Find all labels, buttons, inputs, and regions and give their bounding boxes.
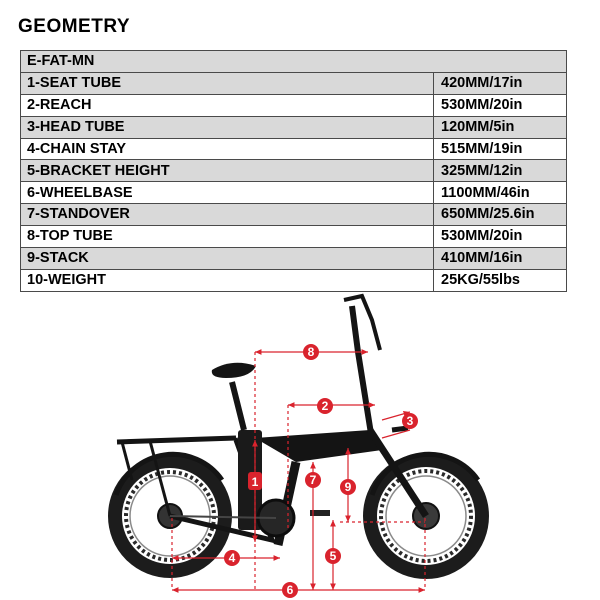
spec-label: 8-TOP TUBE bbox=[21, 226, 434, 248]
spec-label: 5-BRACKET HEIGHT bbox=[21, 160, 434, 182]
spec-value: 410MM/16in bbox=[434, 248, 567, 270]
table-row bbox=[21, 94, 567, 116]
svg-text:5: 5 bbox=[329, 549, 337, 563]
spec-value: 25KG/55lbs bbox=[434, 269, 567, 291]
spec-label: 9-STACK bbox=[21, 248, 434, 270]
marker-5 bbox=[325, 548, 341, 564]
svg-text:2: 2 bbox=[321, 399, 329, 413]
svg-text:1: 1 bbox=[251, 475, 259, 489]
spec-label: 7-STANDOVER bbox=[21, 204, 434, 226]
table-row bbox=[21, 269, 567, 291]
marker-6 bbox=[282, 582, 298, 598]
spec-label: 3-HEAD TUBE bbox=[21, 116, 434, 138]
spec-value: 650MM/25.6in bbox=[434, 204, 567, 226]
marker-4 bbox=[224, 550, 240, 566]
saddle bbox=[212, 363, 256, 378]
page-title: GEOMETRY bbox=[18, 16, 131, 37]
spec-value: 325MM/12in bbox=[434, 160, 567, 182]
table-row bbox=[21, 182, 567, 204]
svg-text:6: 6 bbox=[286, 583, 294, 597]
table-row bbox=[21, 226, 567, 248]
model-name: E-FAT-MN bbox=[21, 51, 567, 73]
marker-9 bbox=[340, 479, 356, 495]
spec-label: 2-REACH bbox=[21, 94, 434, 116]
marker-1 bbox=[248, 472, 262, 490]
table-row bbox=[21, 72, 567, 94]
headlight bbox=[392, 428, 408, 430]
table-header-row bbox=[21, 51, 567, 73]
marker-3 bbox=[402, 413, 418, 429]
table-row bbox=[21, 204, 567, 226]
table-row bbox=[21, 116, 567, 138]
spec-value: 530MM/20in bbox=[434, 226, 567, 248]
bike-illustration bbox=[0, 290, 600, 600]
spec-label: 1-SEAT TUBE bbox=[21, 72, 434, 94]
svg-text:7: 7 bbox=[309, 473, 317, 487]
spec-value: 120MM/5in bbox=[434, 116, 567, 138]
spec-value: 1100MM/46in bbox=[434, 182, 567, 204]
bike-geometry-diagram bbox=[0, 290, 600, 600]
seat-post bbox=[232, 382, 244, 430]
spec-value: 530MM/20in bbox=[434, 94, 567, 116]
spec-label: 10-WEIGHT bbox=[21, 269, 434, 291]
table-row bbox=[21, 138, 567, 160]
marker-2 bbox=[317, 398, 333, 414]
svg-text:3: 3 bbox=[406, 414, 414, 428]
svg-text:9: 9 bbox=[344, 480, 352, 494]
spec-label: 6-WHEELBASE bbox=[21, 182, 434, 204]
marker-7 bbox=[305, 472, 321, 488]
stem bbox=[352, 306, 372, 440]
svg-text:4: 4 bbox=[228, 551, 236, 565]
svg-text:8: 8 bbox=[307, 345, 315, 359]
spec-value: 420MM/17in bbox=[434, 72, 567, 94]
spec-value: 515MM/19in bbox=[434, 138, 567, 160]
geometry-table bbox=[20, 50, 567, 292]
table-row bbox=[21, 160, 567, 182]
handlebar bbox=[344, 296, 380, 350]
table-row bbox=[21, 248, 567, 270]
spec-label: 4-CHAIN STAY bbox=[21, 138, 434, 160]
marker-8 bbox=[303, 344, 319, 360]
